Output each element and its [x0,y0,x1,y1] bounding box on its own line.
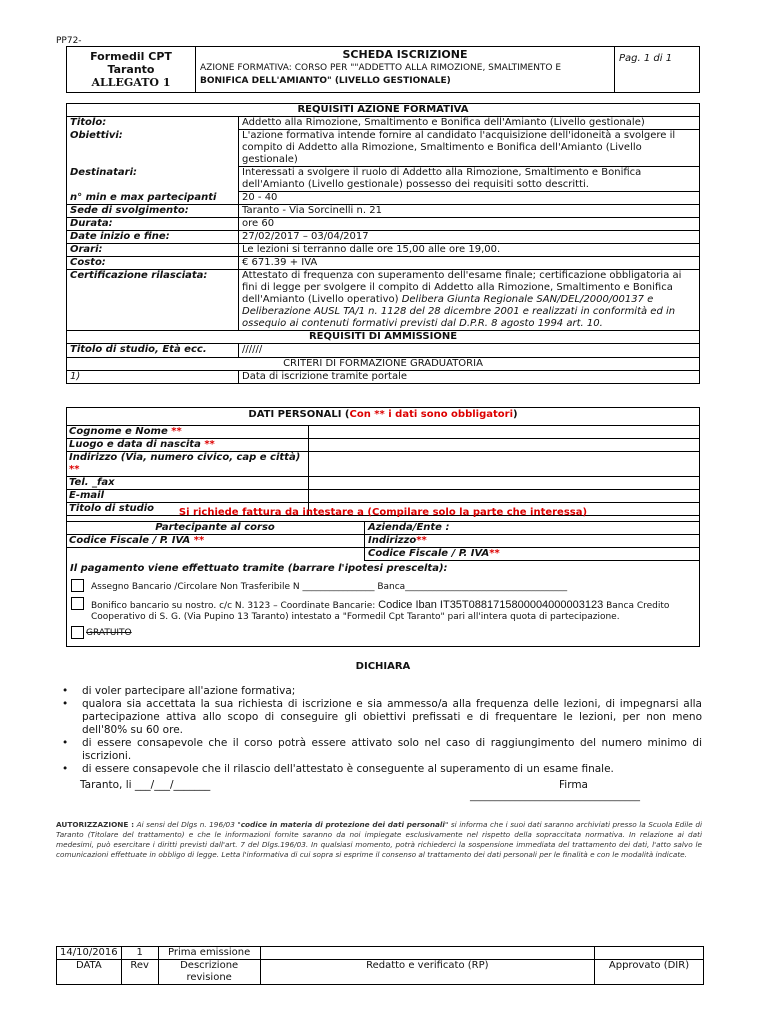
signature-line[interactable]: __________________________________ [470,791,640,802]
revision-table [56,946,704,985]
field-label: Costo: [67,257,239,270]
participant-column: Partecipante al corso [66,522,365,535]
transfer-bank: Banca Credito [603,601,670,611]
header-title-cell [196,47,615,93]
certification-legal-reference: Delibera Giunta Regionale SAN/DEL/2000/00137 e Deliberazione AUSL TA/1 n. 1128 del 28 dicembre 2001 e realizzati in conformità ed in ossequio ai contenuti formativi previsti dal D.P.R. 8 agosto 1994 art. 10. [242,294,676,329]
empty-cell [595,947,704,960]
authorization-text-2: " si informa che i suoi dati saranno archiviati presso la Scuola Edile di Taranto (Titolare del trattamento) e che le informazioni fornite saranno da noi impiegate esclusivamente nel rispetto della sopraccitata normativa. In relazione ai dati medesimi, può esercitare i diritti previsti dall'art. 7 del Dlgs.196/03. In qualsiasi momento, potrà richiederci la sospensione immediata del trattamento dei dati, l'atto salvo le comunicazioni effettuate in obbligo di legge. Letta l'informativa di cui sopra si esprime il consenso al trattamento dei dati personali per le finalità e con le modalità indicate. [56,820,702,859]
form-title: SCHEDA ISCRIZIONE [342,48,468,61]
field-value: € 671.39 + IVA [239,257,700,270]
authorization-label: AUTORIZZAZIONE : [56,820,135,829]
field-value: Le lezioni si terranno dalle ore 15,00 alle ore 19,00. [239,244,700,257]
payment-option-free: GRATUITO [86,628,132,638]
label-text: Indirizzo [368,535,417,546]
payment-check-free[interactable] [71,626,84,639]
prepared-by-label: Redatto e verificato (RP) [260,960,594,985]
criteri-value: Data di iscrizione tramite portale [239,371,700,384]
field-value: 20 - 40 [239,192,700,205]
field-label: Orari: [67,244,239,257]
signature-label: Firma [559,779,588,791]
attachment-label: ALLEGATO 1 [91,75,171,89]
field-value: 27/02/2017 – 03/04/2017 [239,231,700,244]
revision-description: Prima emissione [158,947,260,960]
personal-field-label [66,452,309,477]
empty-cell [260,947,594,960]
required-marker: ** [416,535,427,546]
label-text: Indirizzo (Via, numero civico, cap e città) [69,452,301,463]
page-number: Pag. 1 di 1 [615,47,700,93]
field-label: Destinatari: [67,167,239,192]
revision-number: 1 [121,947,158,960]
iban-code: Codice Iban IT35T0881715800004000003123 [378,599,604,611]
org-name: Formedil CPT [90,49,172,63]
field-label: n° min e max partecipanti [67,192,239,205]
field-value: ore 60 [239,218,700,231]
personal-field-label: E-mail [66,490,309,503]
authorization-bold: codice in materia di protezione dei dati personali [240,820,445,829]
date-label: DATA [57,960,122,985]
personal-field-label: Tel. _fax [66,477,309,490]
org-city: Taranto [107,62,155,76]
personal-data-title: DATI PERSONALI ( [248,409,350,420]
field-label: Titolo di studio, Età ecc. [67,344,239,358]
required-marker: ** [171,426,182,437]
personal-field-label: Titolo di studio [66,503,309,516]
personal-data-table [66,425,700,516]
payment-option-transfer [91,599,669,611]
declaration-item: • di voler partecipare all'azione formativa; [82,685,702,698]
participant-tax-code [66,535,365,548]
personal-field-label [66,426,309,439]
address-input[interactable] [309,452,701,477]
header-org-cell [67,47,196,93]
field-label: Date inizio e fine: [67,231,239,244]
payment-check-cheque[interactable] [71,579,84,592]
payment-option-cheque: Assegno Bancario /Circolare Non Trasferibile N ________________ Banca____________________________________ [91,582,568,592]
criteri-header: CRITERI DI FORMAZIONE GRADUATORIA [67,358,700,371]
payment-title: Il pagamento viene effettuato tramite (barrare l'ipotesi prescelta): [70,563,448,574]
required-note: Con ** i dati sono obbligatori [349,409,514,420]
privacy-authorization [56,820,702,860]
field-label: Obiettivi: [67,130,239,167]
payment-option-transfer-line2: Cooperativo di S. G. (Via Pupino 13 Taranto) intestato a "Formedil Cpt Taranto" pari all'intera quota di partecipazione. [91,612,620,622]
certification-text: Attestato di frequenza con superamento dell'esame finale; certificazione obbligatoria ai fini di legge per svolgere il compito di Addetto alla Rimozione, Smaltimento e Bonifica dell'Amianto (Livello operativo) [242,270,682,305]
surname-name-input[interactable] [309,426,701,439]
criteri-number: 1) [67,371,239,384]
required-marker: ** [193,535,205,546]
label-text: Luogo e data di nascita [69,439,201,450]
label-text: Codice Fiscale / P. IVA [69,535,191,546]
field-value: Addetto alla Rimozione, Smaltimento e Bonifica dell'Amianto (Livello gestionale) [239,117,700,130]
field-value: L'azione formativa intende fornire al candidato l'acquisizione dell'idoneità a svolgere il compito di Addetto alla Rimozione, Smaltimento e Bonifica dell'Amianto (Livello gestionale) [239,130,700,167]
description-label: Descrizione revisione [158,960,260,985]
certification-value [239,270,700,331]
form-subtitle-1: AZIONE FORMATIVA: CORSO PER ""ADDETTO ALLA RIMOZIONE, SMALTIMENTO E [200,63,562,73]
required-marker: ** [69,464,80,475]
phone-fax-input[interactable] [309,477,701,490]
document-code: PP72- [56,36,82,46]
field-value: Interessati a svolgere il ruolo di Addetto alla Rimozione, Smaltimento e Bonifica dell'Amianto (Livello gestionale) possesso dei requisiti sotto descritti. [239,167,700,192]
declaration-list [82,685,702,776]
field-label: Certificazione rilasciata: [67,270,239,331]
personal-field-label [66,439,309,452]
company-address [365,535,701,548]
header-table [66,46,700,93]
place-date-field[interactable]: Taranto, li ___/___/_______ [80,779,211,791]
payment-check-transfer[interactable] [71,597,84,610]
required-marker: ** [204,439,215,450]
declaration-item: • qualora sia accettata la sua richiesta di iscrizione e sia ammesso/a alla frequenza delle lezioni, di impegnarsi alla partecipazione attiva allo scopo di conseguire gli obiettivi prefissati e di frequentare le lezioni, per non meno dell'80% su 60 ore. [82,698,702,737]
required-marker: ** [489,548,500,559]
label-text: Cognome e Nome [69,426,168,437]
field-label: Sede di svolgimento: [67,205,239,218]
invoice-table [66,521,700,561]
company-tax-code [365,548,701,561]
transfer-text: Bonifico bancario su nostro. c/c N. 3123 – Coordinate Bancarie: [91,601,379,611]
declaration-item: • di essere consapevole che il rilascio dell'attestato è conseguente al superamento di un esame finale. [82,763,702,776]
authorization-text: Ai sensi del Dlgs n. 196/03 " [134,820,241,829]
field-label: Titolo: [67,117,239,130]
revision-date: 14/10/2016 [57,947,122,960]
personal-data-header [66,409,700,420]
invoice-note: Si richiede fattura da intestare a (Compilare solo la parte che interessa) [178,507,588,518]
personal-data-close: ) [513,409,518,420]
requisiti-table [66,103,700,384]
ammissione-header: REQUISITI DI AMMISSIONE [67,331,700,344]
email-input[interactable] [309,490,701,503]
approved-by-label: Approvato (DIR) [595,960,704,985]
birth-place-date-input[interactable] [309,439,701,452]
field-label: Durata: [67,218,239,231]
declaration-item: • di essere consapevole che il corso potrà essere attivato solo nel caso di raggiungimento del numero minimo di iscrizioni. [82,737,702,763]
form-subtitle-2: BONIFICA DELL'AMIANTO" (LIVELLO GESTIONALE) [200,76,451,86]
field-value: Taranto - Via Sorcinelli n. 21 [239,205,700,218]
requisiti-header: REQUISITI AZIONE FORMATIVA [67,104,700,117]
declaration-title: DICHIARA [355,661,411,672]
rev-label: Rev [121,960,158,985]
empty-cell [66,548,365,561]
field-value: ////// [239,344,700,358]
label-text: Codice Fiscale / P. IVA [368,548,490,559]
company-label: Azienda/Ente : [365,522,701,535]
